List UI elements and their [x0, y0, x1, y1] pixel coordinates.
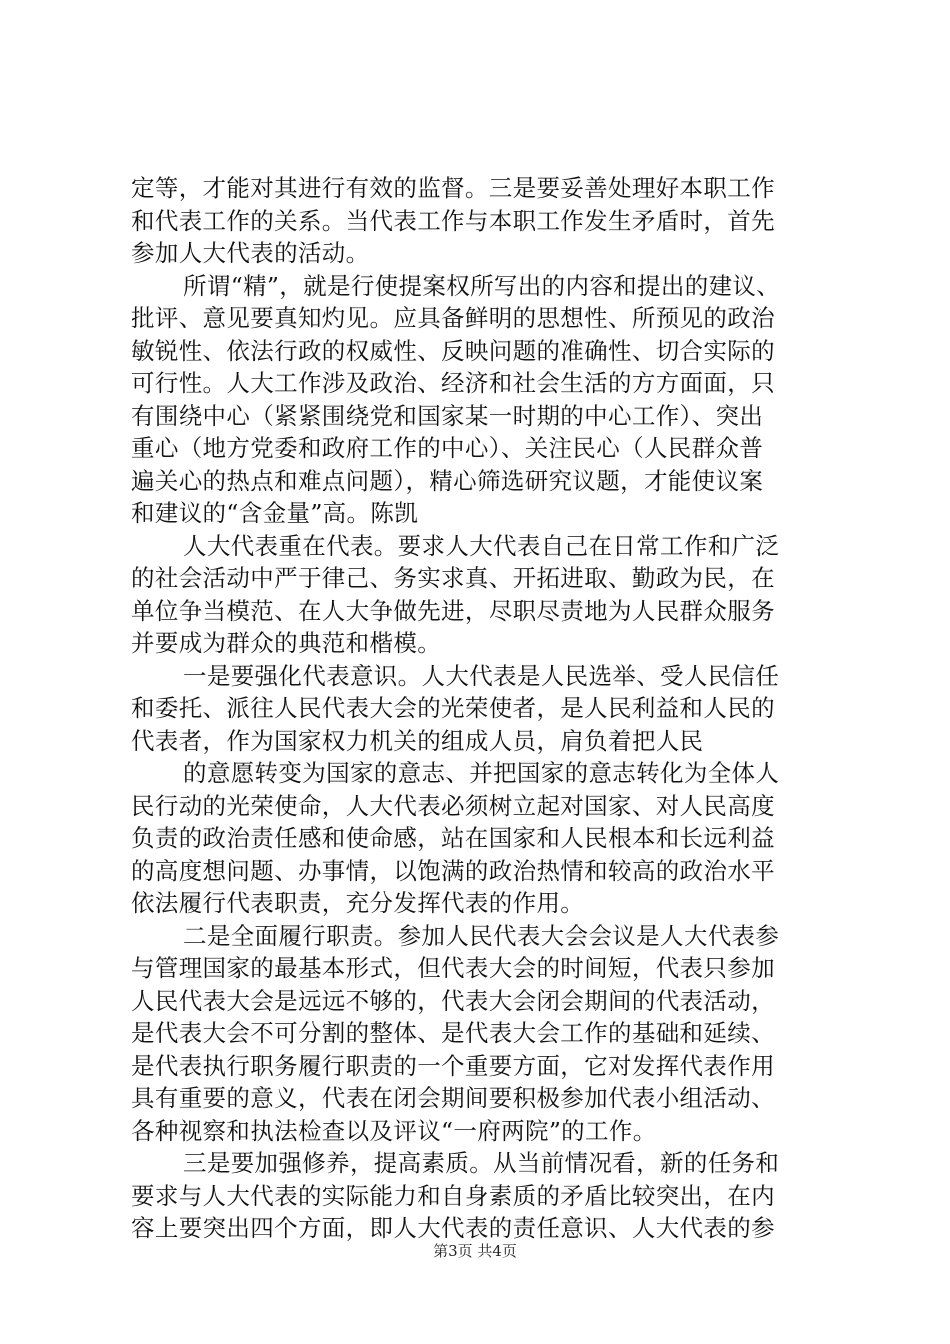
text-line: 依法履行代表职责，充分发挥代表的作用。: [131, 889, 585, 917]
text-line: 民行动的光荣使命，人大代表必须树立起对国家、对人民高度: [131, 791, 775, 820]
text-line: 代表者，作为国家权力机关的组成人员，肩负着把人民: [131, 726, 704, 755]
text-line: 单位争当模范、在人大争做先进，尽职尽责地为人民群众服务: [131, 596, 775, 625]
text-line: 人民代表大会是远远不够的，代表大会闭会期间的代表活动，: [131, 986, 775, 1015]
text-line: 的高度想问题、办事情，以饱满的政治热情和较高的政治水平: [131, 856, 775, 885]
page-number-footer: 第3页 共4页: [433, 1242, 517, 1260]
text-line: 可行性。人大工作涉及政治、经济和社会生活的方方面面，只: [131, 369, 775, 397]
text-line: 批评、意见要真知灼见。应具备鲜明的思想性、所预见的政治: [131, 304, 775, 332]
text-line: 容上要突出四个方面，即人大代表的责任意识、人大代表的参: [131, 1214, 775, 1242]
text-line: 遍关心的热点和难点问题），精心筛选研究议题，才能使议案: [131, 466, 764, 495]
text-line: 各种视察和执法检查以及评议“一府两院”的工作。: [131, 1116, 657, 1145]
text-line: 是代表执行职务履行职责的一个重要方面，它对发挥代表作用: [131, 1051, 775, 1080]
text-line: 和委托、派往人民代表大会的光荣使者，是人民利益和人民的: [131, 694, 775, 722]
text-line: 定等，才能对其进行有效的监督。三是要妥善处理好本职工作: [131, 174, 775, 202]
text-line: 和代表工作的关系。当代表工作与本职工作发生矛盾时，首先: [131, 206, 775, 235]
text-line: 是代表大会不可分割的整体、是代表大会工作的基础和延续、: [131, 1019, 775, 1047]
text-line: 三是要加强修养，提高素质。从当前情况看，新的任务和: [183, 1149, 780, 1177]
text-line: 要求与人大代表的实际能力和自身素质的矛盾比较突出，在内: [131, 1181, 775, 1210]
text-line: 和建议的“含金量”高。陈凯: [131, 499, 419, 527]
body-text: [131, 172, 831, 1245]
text-line: 负责的政治责任感和使命感，站在国家和人民根本和长远利益: [131, 824, 775, 852]
text-line: 参加人大代表的活动。: [131, 239, 370, 267]
text-line: 重心（地方党委和政府工作的中心）、关注民心（人民群众普: [131, 434, 764, 462]
text-line: 与管理国家的最基本形式，但代表大会的时间短，代表只参加: [131, 954, 775, 982]
text-line: 的意愿转变为国家的意志、并把国家的意志转化为全体人: [183, 759, 780, 787]
text-line: 并要成为群众的典范和楷模。: [131, 629, 442, 657]
text-line: 所谓“精”，就是行使提案权所写出的内容和提出的建议、: [183, 271, 781, 300]
text-line: 一是要强化代表意识。人大代表是人民选举、受人民信任: [183, 661, 780, 690]
text-line: 人大代表重在代表。要求人大代表自己在日常工作和广泛: [183, 531, 780, 560]
text-line: 二是全面履行职责。参加人民代表大会会议是人大代表参: [183, 921, 780, 950]
text-line: 敏锐性、依法行政的权威性、反映问题的准确性、切合实际的: [131, 336, 775, 365]
text-line: 有围绕中心（紧紧围绕党和国家某一时期的中心工作）、突出: [131, 401, 764, 430]
text-line: 的社会活动中严于律己、务实求真、开拓进取、勤政为民，在: [131, 564, 775, 592]
text-line: 具有重要的意义，代表在闭会期间要积极参加代表小组活动、: [131, 1084, 775, 1112]
